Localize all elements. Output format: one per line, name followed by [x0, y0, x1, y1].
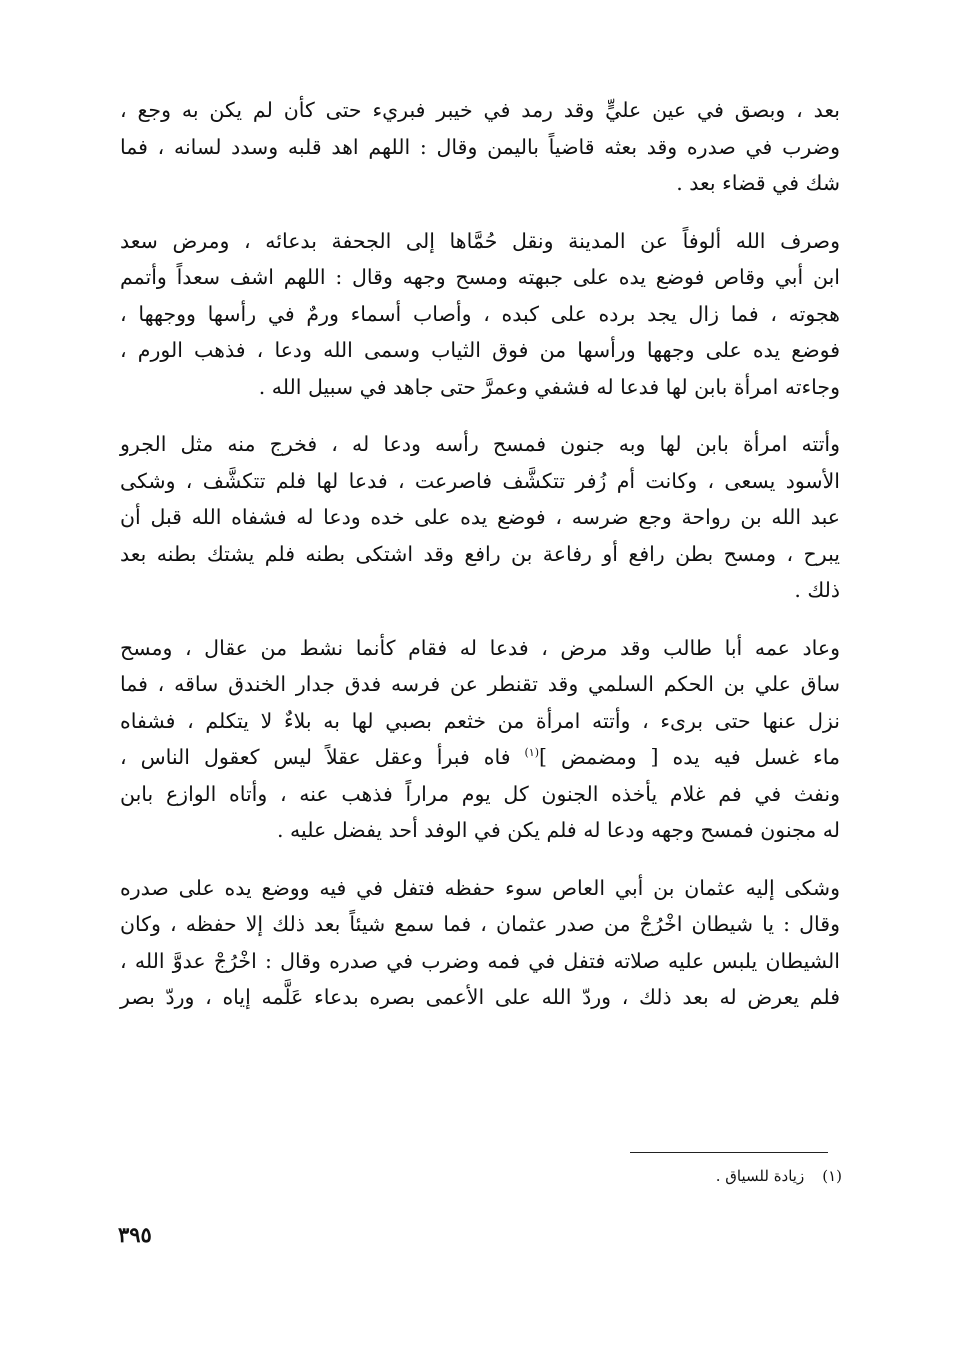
text-line: شك في قضاء بعد . [676, 171, 840, 195]
footnote [560, 1164, 842, 1188]
text-line: وجاءته امرأة بابن لها فدعا له فشفي وعمرَّ حتى جاهد في سبيل الله . [258, 374, 840, 399]
text-line: ساق علي بن الحكم السلمي وقد تقنطر عن فرسه فدق جدار الخندق ساقه ، فما [120, 672, 840, 696]
paragraph-1 [120, 92, 840, 202]
text-line: عبد الله بن رواحة وجع ضرسه ، فوضع يده على خده ودعا له فشفاه الله قبل أن [120, 505, 840, 529]
text-line: الشيطان يلبس عليه صلاته فتفل في فمه وضرب في صدره وقال : اخْرُجْ عدوَّ الله ، [120, 948, 840, 973]
text-line: يبرح ، ومسح بطن رافع أو رفاعة بن رافع وقد اشتكى بطنه فلم يشتك بطنه بعد [120, 541, 840, 566]
footnote-reference: (١) [524, 746, 539, 760]
paragraph-4 [120, 630, 840, 849]
text-line: وأتته امرأة بابن لها وبه جنون فمسح رأسه ودعا له ، فخرج منه مثل الجرو [120, 432, 840, 456]
text-line: وقال : يا شيطان اخْرُجْ من صدر عثمان ، فما سمع شيئاً بعد ذلك إلا حفظه ، وكان [120, 912, 840, 936]
text-line: وضرب في صدره وقد بعثه قاضياً باليمن وقال : اللهم اهد قلبه وسدد لسانه ، فما [120, 134, 840, 159]
body-text [120, 92, 840, 1037]
text-line: فلم يعرض له بعد ذلك ، وردّ الله على الأعمى بصره بدعاء عَلَّمه إياه ، وردّ بصر [120, 985, 840, 1009]
text-line: وعاد عمه أبا طالب وقد مرض ، فدعا له فقام كأنما نشط من عقال ، ومسح [120, 635, 840, 660]
text-line: نزل عنها حتى برىء ، وأتته امرأة من خثعم بصبي لها به بلاءٌ لا يتكلم ، فشفاه [120, 708, 840, 733]
line-head: ماء غسل فيه يده [ ومضمض ] [538, 745, 840, 769]
line-tail: فاه فبرأ وعقل عقلاً ليس كعقول الناس ، [120, 745, 525, 769]
paragraph-3 [120, 426, 840, 609]
text-line: وصرف الله ألوفاً عن المدينة ونقل حُمَّاها إلى الجحفة بدعائه ، ومرض سعد [120, 228, 840, 253]
text-line: وشكى إليه عثمان بن أبي العاص سوء حفظه فتفل في فيه ووضع يده على صدره [120, 875, 840, 900]
text-line: بعد ، وبصق في عين عليٍّ وقد رمد في خيبر فبريء حتى كأن لم يكن به وجع ، [120, 98, 840, 122]
text-line-with-reference [120, 739, 840, 776]
footnote-text: زيادة للسياق . [715, 1167, 805, 1185]
text-line: فوضع يده على وجهها ورأسها من فوق الثياب وسمى الله ودعا ، فذهب الورم ، [120, 338, 840, 362]
text-line: الأسود يسعى ، وكانت أم زُفر تتكشَّف فاصرعت ، فدعا لها فلم تتكشَّف ، وشكى [120, 468, 840, 493]
page-number: ٣٩٥ [118, 1222, 152, 1247]
text-line: ذلك . [794, 578, 840, 602]
text-line: هجوته ، فما زال يجد برده على كبده ، وأصاب أسماء ورمٌ في رأسها ووجهها ، [120, 301, 840, 326]
paragraph-5 [120, 870, 840, 1016]
footnote-number: (١) [822, 1167, 842, 1185]
text-line: ونفث في فم غلام يأخذه الجنون كل يوم مراراً فذهب عنه ، وأتاه الوازع بابن [120, 781, 840, 806]
paragraph-2 [120, 223, 840, 406]
text-line: ابن أبي وقاص فوضع يده على جبهته ومسح وجهه وقال : اللهم اشف سعداً وأتمم [120, 265, 840, 289]
footnote-separator [630, 1152, 828, 1153]
text-line: له مجنون فمسح وجهه ودعا له فلم يكن في الوفد أحد يفضل عليه . [277, 818, 840, 842]
